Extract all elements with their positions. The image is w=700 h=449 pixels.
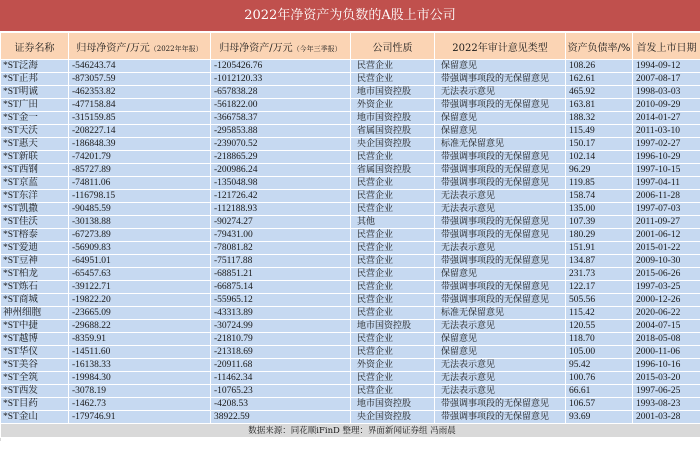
cell-net-assets-2022: -65457.63 <box>69 268 211 281</box>
cell-debt-ratio: 163.81 <box>566 99 633 112</box>
header-net-assets-2022: 归母净资产/万元（2022年年报） <box>69 33 211 60</box>
cell-ipo-date: 1997-06-25 <box>633 385 700 398</box>
cell-audit-opinion: 带强调事项段的无保留意见 <box>435 73 566 86</box>
cell-net-assets-q3: -112188.93 <box>211 203 351 216</box>
cell-security-name: *ST全筑 <box>1 372 69 385</box>
table-row <box>1 99 700 112</box>
cell-debt-ratio: 151.91 <box>566 242 633 255</box>
cell-net-assets-q3: -218865.29 <box>211 151 351 164</box>
cell-debt-ratio: 95.42 <box>566 359 633 372</box>
cell-net-assets-2022: -56909.83 <box>69 242 211 255</box>
cell-ipo-date: 2000-11-06 <box>633 346 700 359</box>
cell-company-nature: 民营企业 <box>351 294 435 307</box>
table-row <box>1 255 700 268</box>
table-row <box>1 333 700 346</box>
cell-security-name: *ST柏龙 <box>1 268 69 281</box>
table-row <box>1 385 700 398</box>
cell-net-assets-2022: -39122.71 <box>69 281 211 294</box>
cell-company-nature: 民营企业 <box>351 333 435 346</box>
cell-audit-opinion: 带强调事项段的无保留意见 <box>435 255 566 268</box>
table-row <box>1 372 700 385</box>
cell-security-name: *ST美谷 <box>1 359 69 372</box>
cell-security-name: *ST金一 <box>1 112 69 125</box>
cell-ipo-date: 1997-07-03 <box>633 203 700 216</box>
cell-audit-opinion: 带强调事项段的无保留意见 <box>435 164 566 177</box>
cell-debt-ratio: 120.55 <box>566 320 633 333</box>
cell-debt-ratio: 231.73 <box>566 268 633 281</box>
cell-ipo-date: 1997-04-11 <box>633 177 700 190</box>
cell-audit-opinion: 无法表示意见 <box>435 320 566 333</box>
header-audit-opinion: 2022年审计意见类型 <box>435 33 566 60</box>
cell-ipo-date: 2020-06-22 <box>633 307 700 320</box>
cell-audit-opinion: 带强调事项段的无保留意见 <box>435 398 566 411</box>
cell-net-assets-2022: -477158.84 <box>69 99 211 112</box>
cell-debt-ratio: 108.26 <box>566 60 633 73</box>
cell-debt-ratio: 93.69 <box>566 411 633 424</box>
cell-company-nature: 民营企业 <box>351 177 435 190</box>
cell-audit-opinion: 保留意见 <box>435 346 566 359</box>
cell-audit-opinion: 带强调事项段的无保留意见 <box>435 99 566 112</box>
cell-debt-ratio: 115.49 <box>566 125 633 138</box>
cell-net-assets-2022: -14511.60 <box>69 346 211 359</box>
cell-company-nature: 民营企业 <box>351 268 435 281</box>
source-footer-row <box>1 424 700 438</box>
cell-net-assets-q3: -366758.37 <box>211 112 351 125</box>
table-row <box>1 242 700 255</box>
table-row <box>1 268 700 281</box>
table-row <box>1 320 700 333</box>
cell-net-assets-q3: -20911.68 <box>211 359 351 372</box>
cell-audit-opinion: 无法表示意见 <box>435 86 566 99</box>
negative-net-assets-table <box>0 32 700 442</box>
cell-ipo-date: 1996-10-16 <box>633 359 700 372</box>
cell-audit-opinion: 无法表示意见 <box>435 190 566 203</box>
cell-net-assets-2022: -315159.85 <box>69 112 211 125</box>
cell-security-name: *ST泛海 <box>1 60 69 73</box>
table-row <box>1 398 700 411</box>
cell-net-assets-2022: -64951.01 <box>69 255 211 268</box>
cell-debt-ratio: 102.14 <box>566 151 633 164</box>
table-row <box>1 203 700 216</box>
cell-audit-opinion: 无法表示意见 <box>435 385 566 398</box>
cell-debt-ratio: 100.76 <box>566 372 633 385</box>
cell-ipo-date: 1998-03-03 <box>633 86 700 99</box>
cell-debt-ratio: 105.00 <box>566 346 633 359</box>
cell-company-nature: 民营企业 <box>351 255 435 268</box>
table-row <box>1 190 700 203</box>
cell-audit-opinion: 带强调事项段的无保留意见 <box>435 411 566 424</box>
table-row <box>1 73 700 86</box>
cell-debt-ratio: 106.57 <box>566 398 633 411</box>
cell-net-assets-2022: -8359.91 <box>69 333 211 346</box>
cell-debt-ratio: 107.39 <box>566 216 633 229</box>
cell-security-name: *ST爱迪 <box>1 242 69 255</box>
cell-net-assets-q3: -1205426.76 <box>211 60 351 73</box>
cell-security-name: *ST新联 <box>1 151 69 164</box>
cell-ipo-date: 2015-01-22 <box>633 242 700 255</box>
cell-company-nature: 民营企业 <box>351 346 435 359</box>
cell-net-assets-2022: -186848.39 <box>69 138 211 151</box>
cell-security-name: *ST佳沃 <box>1 216 69 229</box>
cell-company-nature: 民营企业 <box>351 60 435 73</box>
table-row <box>1 307 700 320</box>
table-title: 2022年净资产为负数的A股上市公司 <box>0 0 700 32</box>
cell-net-assets-2022: -85727.89 <box>69 164 211 177</box>
header-row <box>1 33 700 60</box>
header-company-nature: 公司性质 <box>351 33 435 60</box>
table-row <box>1 86 700 99</box>
cell-ipo-date: 1994-09-12 <box>633 60 700 73</box>
cell-net-assets-2022: -546243.74 <box>69 60 211 73</box>
cell-debt-ratio: 66.61 <box>566 385 633 398</box>
cell-ipo-date: 2001-06-12 <box>633 229 700 242</box>
cell-ipo-date: 2004-07-15 <box>633 320 700 333</box>
cell-company-nature: 央企国资控股 <box>351 411 435 424</box>
table-row <box>1 294 700 307</box>
cell-audit-opinion: 无法表示意见 <box>435 372 566 385</box>
cell-net-assets-2022: -116798.15 <box>69 190 211 203</box>
cell-audit-opinion: 带强调事项段的无保留意见 <box>435 177 566 190</box>
cell-company-nature: 民营企业 <box>351 73 435 86</box>
cell-company-nature: 民营企业 <box>351 385 435 398</box>
cell-debt-ratio: 158.74 <box>566 190 633 203</box>
cell-net-assets-q3: -21318.69 <box>211 346 351 359</box>
cell-audit-opinion: 带强调事项段的无保留意见 <box>435 216 566 229</box>
cell-company-nature: 地市国资控股 <box>351 398 435 411</box>
cell-audit-opinion: 保留意见 <box>435 60 566 73</box>
cell-net-assets-q3: -1012120.33 <box>211 73 351 86</box>
cell-security-name: *ST榕泰 <box>1 229 69 242</box>
cell-ipo-date: 2000-12-26 <box>633 294 700 307</box>
cell-ipo-date: 2006-11-28 <box>633 190 700 203</box>
cell-debt-ratio: 96.29 <box>566 164 633 177</box>
cell-audit-opinion: 带强调事项段的无保留意见 <box>435 151 566 164</box>
cell-net-assets-2022: -23665.09 <box>69 307 211 320</box>
cell-net-assets-2022: -16138.33 <box>69 359 211 372</box>
cell-debt-ratio: 150.17 <box>566 138 633 151</box>
cell-net-assets-2022: -1462.73 <box>69 398 211 411</box>
cell-net-assets-2022: -873057.59 <box>69 73 211 86</box>
cell-company-nature: 民营企业 <box>351 229 435 242</box>
cell-security-name: *ST京蓝 <box>1 177 69 190</box>
cell-security-name: *ST中捷 <box>1 320 69 333</box>
cell-net-assets-q3: -10765.23 <box>211 385 351 398</box>
cell-ipo-date: 2010-09-29 <box>633 99 700 112</box>
cell-net-assets-q3: -66875.14 <box>211 281 351 294</box>
cell-debt-ratio: 115.42 <box>566 307 633 320</box>
cell-ipo-date: 1997-02-27 <box>633 138 700 151</box>
cell-net-assets-q3: -121726.42 <box>211 190 351 203</box>
cell-audit-opinion: 无法表示意见 <box>435 203 566 216</box>
table-row <box>1 411 700 424</box>
cell-net-assets-2022: -19984.30 <box>69 372 211 385</box>
cell-company-nature: 民营企业 <box>351 151 435 164</box>
cell-net-assets-q3: -295853.88 <box>211 125 351 138</box>
table-row <box>1 112 700 125</box>
cell-security-name: *ST华仪 <box>1 346 69 359</box>
cell-company-nature: 地市国资控股 <box>351 112 435 125</box>
table-row <box>1 177 700 190</box>
source-note: 数据来源：同花顺iFinD 整理：界面新闻证券组 冯雨晨 <box>1 424 700 438</box>
cell-security-name: *ST金山 <box>1 411 69 424</box>
cell-net-assets-q3: -561822.00 <box>211 99 351 112</box>
cell-security-name: *ST凯撒 <box>1 203 69 216</box>
cell-security-name: *ST广田 <box>1 99 69 112</box>
header-debt-ratio: 资产负债率/% <box>566 33 633 60</box>
table-row <box>1 138 700 151</box>
cell-company-nature: 地市国资控股 <box>351 320 435 333</box>
cell-ipo-date: 2015-03-20 <box>633 372 700 385</box>
cell-ipo-date: 2014-01-27 <box>633 112 700 125</box>
header-security-name: 证券名称 <box>1 33 69 60</box>
cell-net-assets-q3: -78081.82 <box>211 242 351 255</box>
cell-security-name: *ST豆神 <box>1 255 69 268</box>
cell-net-assets-q3: -11462.34 <box>211 372 351 385</box>
cell-company-nature: 外资企业 <box>351 359 435 372</box>
cell-security-name: 神州细胞 <box>1 307 69 320</box>
cell-company-nature: 省属国资控股 <box>351 164 435 177</box>
cell-net-assets-2022: -74201.79 <box>69 151 211 164</box>
cell-net-assets-2022: -74811.06 <box>69 177 211 190</box>
cell-net-assets-q3: -43313.89 <box>211 307 351 320</box>
cell-company-nature: 民营企业 <box>351 281 435 294</box>
cell-company-nature: 民营企业 <box>351 307 435 320</box>
cell-company-nature: 央企国资控股 <box>351 138 435 151</box>
cell-net-assets-2022: -3078.19 <box>69 385 211 398</box>
cell-net-assets-q3: -90274.27 <box>211 216 351 229</box>
cell-security-name: *ST西钢 <box>1 164 69 177</box>
cell-net-assets-2022: -90485.59 <box>69 203 211 216</box>
cell-net-assets-q3: -21810.79 <box>211 333 351 346</box>
cell-audit-opinion: 无法表示意见 <box>435 242 566 255</box>
cell-ipo-date: 2011-03-10 <box>633 125 700 138</box>
cell-debt-ratio: 119.85 <box>566 177 633 190</box>
cell-ipo-date: 2007-08-17 <box>633 73 700 86</box>
cell-net-assets-q3: -200986.24 <box>211 164 351 177</box>
cell-debt-ratio: 134.87 <box>566 255 633 268</box>
cell-company-nature: 民营企业 <box>351 190 435 203</box>
cell-debt-ratio: 505.56 <box>566 294 633 307</box>
cell-net-assets-q3: 38922.59 <box>211 411 351 424</box>
cell-company-nature: 外资企业 <box>351 99 435 112</box>
cell-net-assets-2022: -179746.91 <box>69 411 211 424</box>
cell-ipo-date: 1997-03-25 <box>633 281 700 294</box>
cell-audit-opinion: 标准无保留意见 <box>435 307 566 320</box>
cell-net-assets-2022: -67273.89 <box>69 229 211 242</box>
blank-row <box>1 438 700 442</box>
cell-security-name: *ST天沃 <box>1 125 69 138</box>
cell-ipo-date: 2015-06-26 <box>633 268 700 281</box>
cell-company-nature: 民营企业 <box>351 242 435 255</box>
cell-net-assets-2022: -19822.20 <box>69 294 211 307</box>
cell-audit-opinion: 带强调事项段的无保留意见 <box>435 281 566 294</box>
cell-security-name: *ST西发 <box>1 385 69 398</box>
cell-ipo-date: 2001-03-28 <box>633 411 700 424</box>
cell-debt-ratio: 188.32 <box>566 112 633 125</box>
cell-security-name: *ST东洋 <box>1 190 69 203</box>
cell-ipo-date: 2011-09-27 <box>633 216 700 229</box>
cell-audit-opinion: 带强调事项段的无保留意见 <box>435 229 566 242</box>
table-row <box>1 164 700 177</box>
cell-ipo-date: 2009-10-30 <box>633 255 700 268</box>
cell-security-name: *ST商城 <box>1 294 69 307</box>
cell-company-nature: 地市国资控股 <box>351 86 435 99</box>
table-row <box>1 229 700 242</box>
cell-ipo-date: 2018-05-08 <box>633 333 700 346</box>
cell-net-assets-2022: -30138.88 <box>69 216 211 229</box>
cell-security-name: *ST越博 <box>1 333 69 346</box>
cell-security-name: *ST惠天 <box>1 138 69 151</box>
cell-net-assets-q3: -4208.53 <box>211 398 351 411</box>
table-row <box>1 125 700 138</box>
cell-ipo-date: 1996-10-29 <box>633 151 700 164</box>
cell-net-assets-2022: -462353.82 <box>69 86 211 99</box>
cell-net-assets-2022: -208227.14 <box>69 125 211 138</box>
cell-audit-opinion: 带强调事项段的无保留意见 <box>435 294 566 307</box>
cell-net-assets-q3: -68851.21 <box>211 268 351 281</box>
cell-company-nature: 民营企业 <box>351 203 435 216</box>
cell-debt-ratio: 465.92 <box>566 86 633 99</box>
cell-debt-ratio: 122.17 <box>566 281 633 294</box>
cell-net-assets-q3: -75117.88 <box>211 255 351 268</box>
cell-net-assets-q3: -239070.52 <box>211 138 351 151</box>
cell-audit-opinion: 标准无保留意见 <box>435 138 566 151</box>
cell-audit-opinion: 保留意见 <box>435 268 566 281</box>
cell-net-assets-q3: -135048.98 <box>211 177 351 190</box>
cell-net-assets-q3: -657838.28 <box>211 86 351 99</box>
cell-net-assets-q3: -79431.00 <box>211 229 351 242</box>
header-ipo-date: 首发上市日期 <box>633 33 700 60</box>
cell-net-assets-2022: -29688.22 <box>69 320 211 333</box>
table-row <box>1 151 700 164</box>
cell-ipo-date: 1993-08-23 <box>633 398 700 411</box>
cell-ipo-date: 1997-10-15 <box>633 164 700 177</box>
cell-company-nature: 省属国资控股 <box>351 125 435 138</box>
cell-security-name: *ST明诚 <box>1 86 69 99</box>
table-row <box>1 281 700 294</box>
cell-company-nature: 其他 <box>351 216 435 229</box>
table-row <box>1 346 700 359</box>
cell-security-name: *ST目药 <box>1 398 69 411</box>
cell-security-name: *ST炼石 <box>1 281 69 294</box>
table-row <box>1 60 700 73</box>
cell-debt-ratio: 118.70 <box>566 333 633 346</box>
table-row <box>1 359 700 372</box>
cell-net-assets-q3: -55965.12 <box>211 294 351 307</box>
cell-debt-ratio: 162.61 <box>566 73 633 86</box>
header-net-assets-q3: 归母净资产/万元（今年三季报） <box>211 33 351 60</box>
cell-audit-opinion: 保留意见 <box>435 333 566 346</box>
cell-company-nature: 民营企业 <box>351 372 435 385</box>
cell-debt-ratio: 180.29 <box>566 229 633 242</box>
table-row <box>1 216 700 229</box>
cell-net-assets-q3: -30724.99 <box>211 320 351 333</box>
cell-debt-ratio: 135.00 <box>566 203 633 216</box>
cell-audit-opinion: 保留意见 <box>435 112 566 125</box>
cell-audit-opinion: 保留意见 <box>435 125 566 138</box>
cell-security-name: *ST正邦 <box>1 73 69 86</box>
cell-audit-opinion: 无法表示意见 <box>435 359 566 372</box>
